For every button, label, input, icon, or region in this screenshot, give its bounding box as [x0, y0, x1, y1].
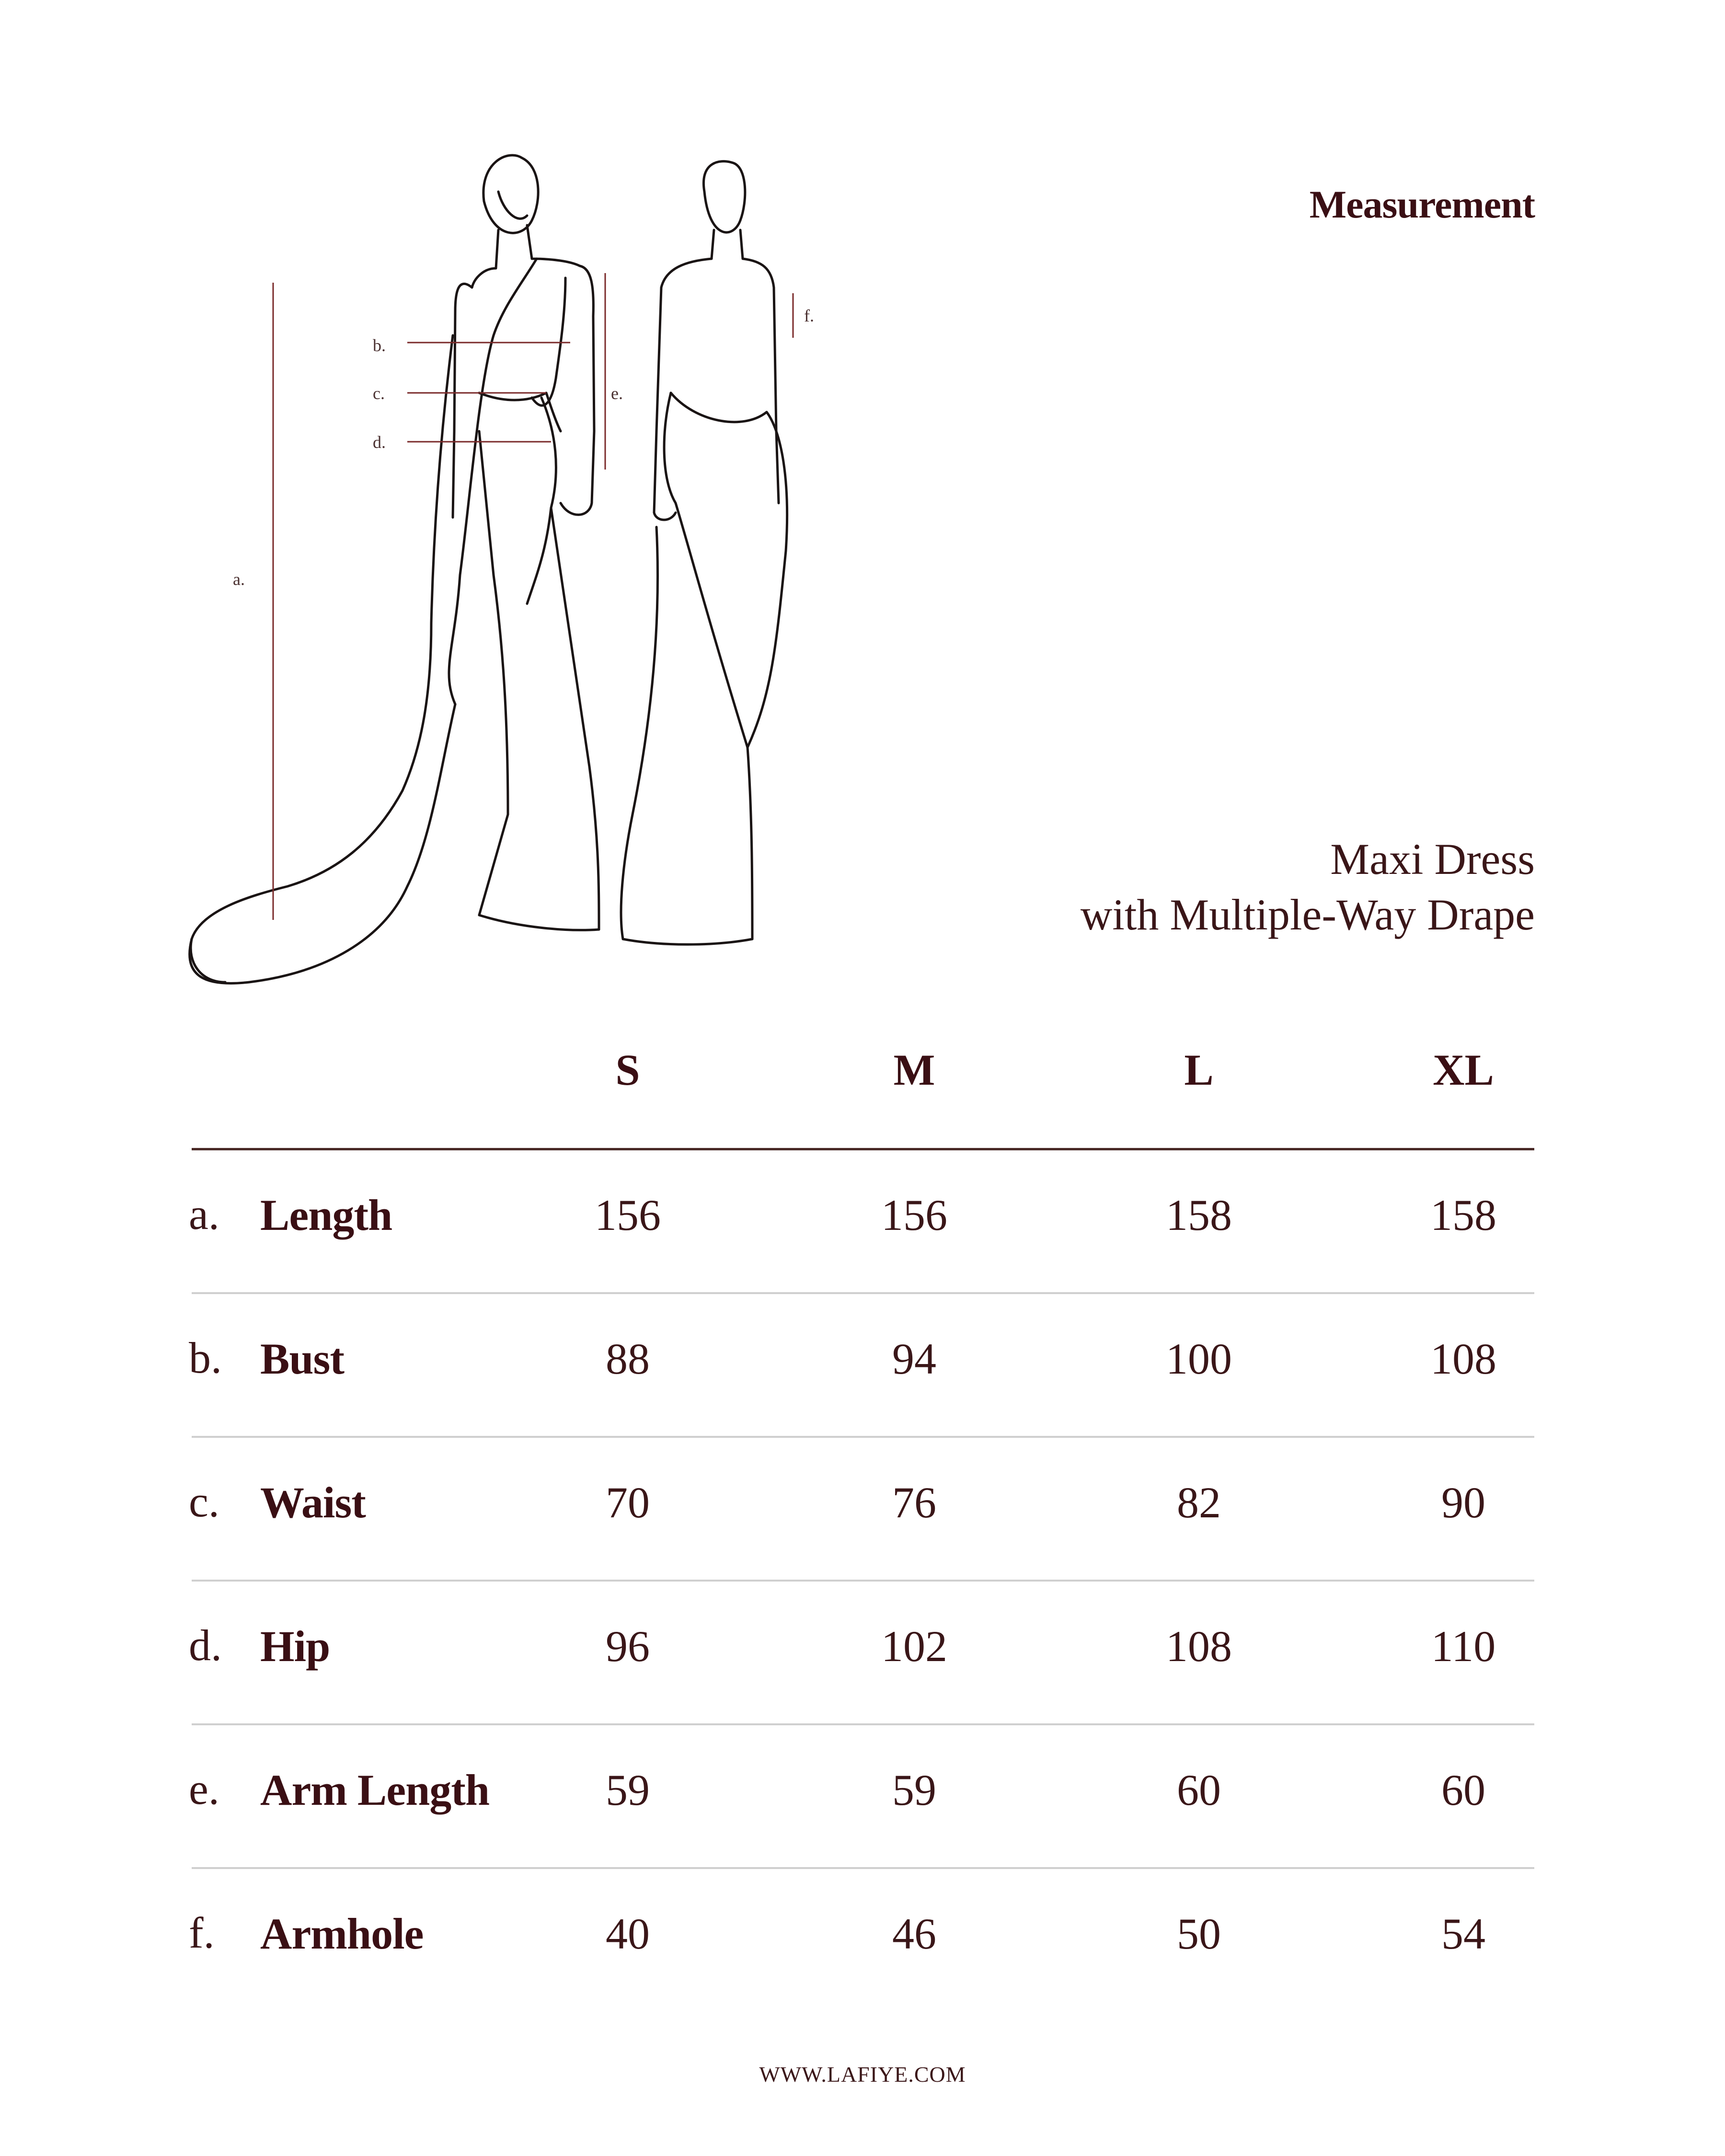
cell-armhole-l: 50	[1177, 1909, 1221, 1958]
website-footer: WWW.LAFIYE.COM	[759, 2062, 966, 2087]
table-row	[189, 1150, 1534, 1294]
cell-arm-length-l: 60	[1177, 1766, 1221, 1814]
cell-armhole-xl: 54	[1441, 1909, 1485, 1958]
cell-waist-xl: 90	[1441, 1478, 1485, 1527]
product-name-line-1: Maxi Dress	[1330, 835, 1535, 883]
measure-label-f: f.	[804, 306, 814, 325]
measure-label-b: b.	[373, 336, 386, 355]
row-letter: a.	[189, 1190, 219, 1239]
row-letter: f.	[189, 1908, 215, 1957]
row-label-waist: Waist	[260, 1478, 366, 1527]
cell-waist-m: 76	[892, 1478, 936, 1527]
cell-length-s: 156	[595, 1191, 661, 1239]
cell-armhole-s: 40	[606, 1909, 650, 1958]
product-name	[1081, 831, 1535, 942]
cell-bust-xl: 108	[1430, 1334, 1496, 1383]
table-row	[189, 1438, 1534, 1582]
cell-length-l: 158	[1166, 1191, 1232, 1239]
row-label-armhole: Armhole	[260, 1909, 424, 1958]
cell-bust-m: 94	[892, 1334, 936, 1383]
row-letter: d.	[189, 1621, 222, 1670]
cell-length-m: 156	[881, 1191, 947, 1239]
measurement-guides	[273, 273, 793, 920]
table-row	[189, 1725, 1534, 1869]
cell-arm-length-xl: 60	[1441, 1766, 1485, 1814]
back-figure-sketch	[621, 161, 787, 945]
page-title: Measurement	[1309, 183, 1535, 226]
size-header-s: S	[615, 1045, 640, 1094]
cell-bust-s: 88	[606, 1334, 650, 1383]
size-header-m: M	[893, 1045, 935, 1094]
cell-hip-s: 96	[606, 1622, 650, 1671]
measure-label-e: e.	[611, 384, 623, 403]
product-name-line-2: with Multiple-Way Drape	[1080, 890, 1535, 939]
cell-hip-xl: 110	[1431, 1622, 1496, 1671]
table-row	[189, 1869, 1534, 2013]
size-header-l: L	[1184, 1045, 1214, 1094]
table-row	[189, 1294, 1534, 1438]
cell-armhole-m: 46	[892, 1909, 936, 1958]
front-figure-sketch	[190, 155, 599, 983]
row-letter: b.	[189, 1333, 222, 1382]
cell-hip-l: 108	[1166, 1622, 1232, 1671]
cell-hip-m: 102	[881, 1622, 947, 1671]
table-row	[189, 1582, 1534, 1725]
measure-label-d: d.	[373, 433, 386, 452]
row-letter: e.	[189, 1765, 219, 1813]
cell-bust-l: 100	[1166, 1334, 1232, 1383]
cell-waist-l: 82	[1177, 1478, 1221, 1527]
cell-length-xl: 158	[1430, 1191, 1496, 1239]
size-header-xl: XL	[1433, 1045, 1494, 1094]
row-letter: c.	[189, 1477, 219, 1526]
row-label-arm-length: Arm Length	[260, 1766, 490, 1814]
cell-arm-length-m: 59	[892, 1766, 936, 1814]
row-label-length: Length	[260, 1191, 392, 1239]
row-label-hip: Hip	[260, 1622, 330, 1671]
row-label-bust: Bust	[260, 1334, 344, 1383]
cell-waist-s: 70	[606, 1478, 650, 1527]
measure-label-c: c.	[373, 384, 385, 403]
measure-label-a: a.	[233, 570, 245, 589]
cell-arm-length-s: 59	[606, 1766, 650, 1814]
